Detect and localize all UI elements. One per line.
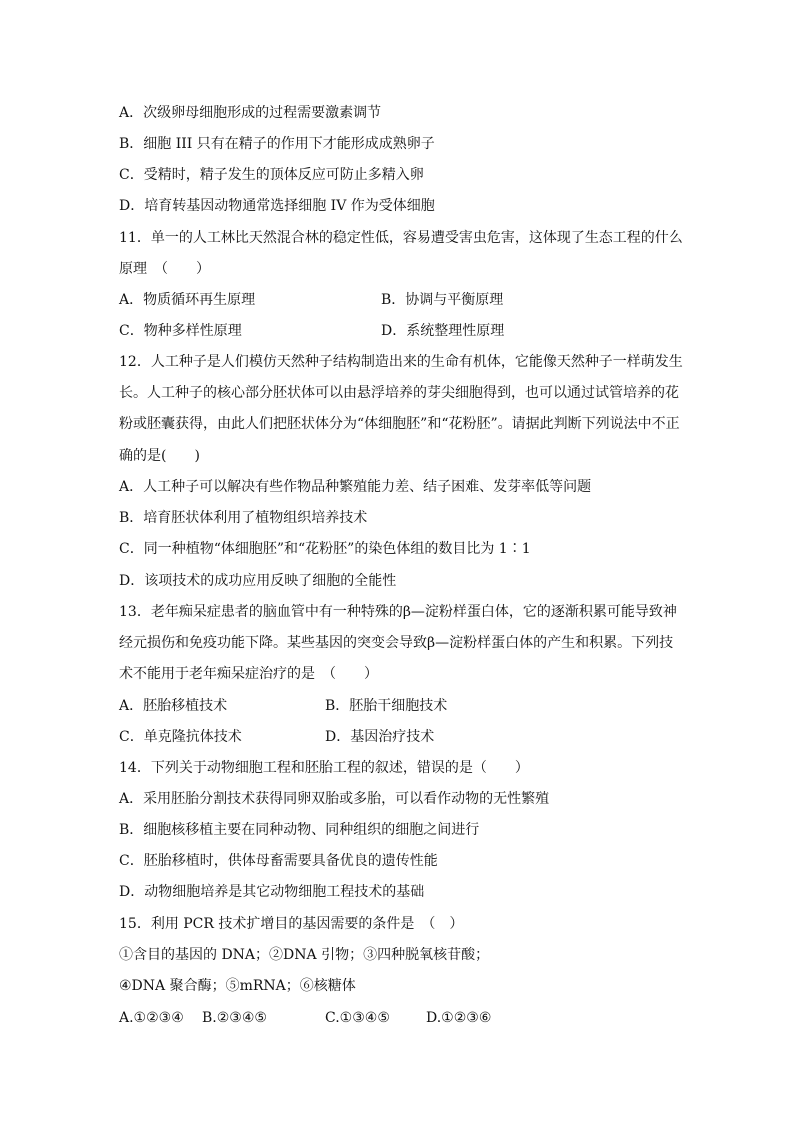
q13-stem-line1: 13．老年痴呆症患者的脑血管中有一种特殊的β—淀粉样蛋白体，它的逐渐积累可能导致神 [119, 604, 677, 620]
q10-option-d: D．培育转基因动物通常选择细胞 IV 作为受体细胞 [119, 198, 435, 214]
q15-option-a: A.①②③④ [119, 1010, 184, 1026]
q10-option-a: A．次级卵母细胞形成的过程需要激素调节 [119, 105, 382, 121]
q15-option-c: C.①③④⑤ [325, 1010, 390, 1026]
q11-option-a: A．物质循环再生原理 [119, 292, 256, 308]
q10-option-c: C．受精时，精子发生的顶体反应可防止多精入卵 [119, 167, 424, 183]
q11-stem-line1: 11．单一的人工林比天然混合林的稳定性低，容易遭受害虫危害，这体现了生态工程的什么 [119, 230, 683, 246]
q13-option-b: B．胚胎干细胞技术 [325, 698, 448, 714]
q11-option-c: C．物种多样性原理 [119, 323, 242, 339]
q12-option-a: A．人工种子可以解决有些作物品种繁殖能力差、结子困难、发芽率低等问题 [119, 479, 592, 495]
q12-stem-line3: 粉或胚囊获得，由此人们把胚状体分为“体细胞胚”和“花粉胚”。请据此判断下列说法中不正 [119, 416, 680, 432]
q15-conditions-line1: ①含目的基因的 DNA；②DNA 引物；③四种脱氧核苷酸； [119, 947, 490, 963]
q15-option-b: B.②③④⑤ [202, 1010, 267, 1026]
q13-stem-line3: 术不能用于老年痴呆症治疗的是 （ ） [119, 666, 378, 682]
q12-option-d: D．该项技术的成功应用反映了细胞的全能性 [119, 573, 397, 589]
q13-option-a: A．胚胎移植技术 [119, 698, 228, 714]
q14-option-a: A．采用胚胎分割技术获得同卵双胎或多胎，可以看作动物的无性繁殖 [119, 791, 550, 807]
q12-stem-line1: 12．人工种子是人们模仿天然种子结构制造出来的生命有机体，它能像天然种子一样萌发生 [119, 354, 683, 370]
q13-option-d: D．基因治疗技术 [325, 729, 435, 745]
q13-options-row1 [119, 696, 699, 716]
q11-option-b: B．协调与平衡原理 [381, 292, 504, 308]
q12-option-c: C．同一种植物“体细胞胚”和“花粉胚”的染色体组的数目比为 1∶1 [119, 541, 531, 557]
q12-stem-line4: 确的是( ) [119, 448, 200, 464]
q14-option-d: D．动物细胞培养是其它动物细胞工程技术的基础 [119, 884, 425, 900]
q15-stem: 15．利用 PCR 技术扩增目的基因需要的条件是 （ ） [119, 916, 464, 932]
q12-stem-line2: 长。人工种子的核心部分胚状体可以由悬浮培养的芽尖细胞得到，也可以通过试管培养的花 [119, 385, 679, 401]
q13-options-row2 [119, 727, 699, 747]
q14-stem: 14．下列关于动物细胞工程和胚胎工程的叙述，错误的是（ ） [119, 760, 529, 776]
q11-option-d: D．系统整理性原理 [381, 323, 505, 339]
q11-options-row1 [119, 290, 699, 310]
q14-option-c: C．胚胎移植时，供体母畜需要具备优良的遗传性能 [119, 853, 438, 869]
q11-options-row2 [119, 321, 699, 341]
q10-option-b: B．细胞 III 只有在精子的作用下才能形成成熟卵子 [119, 136, 435, 152]
q15-option-d: D.①②③⑥ [426, 1010, 492, 1026]
q13-option-c: C．单克隆抗体技术 [119, 729, 242, 745]
q11-stem-line2: 原理 （ ） [119, 261, 210, 277]
q15-options-row [119, 1008, 699, 1028]
q15-conditions-line2: ④DNA 聚合酶；⑤mRNA；⑥核糖体 [119, 978, 356, 994]
q12-option-b: B．培育胚状体利用了植物组织培养技术 [119, 510, 368, 526]
q13-stem-line2: 经元损伤和免疫功能下降。某些基因的突变会导致β—淀粉样蛋白体的产生和积累。下列技 [119, 635, 674, 651]
q14-option-b: B．细胞核移植主要在同种动物、同种组织的细胞之间进行 [119, 822, 480, 838]
